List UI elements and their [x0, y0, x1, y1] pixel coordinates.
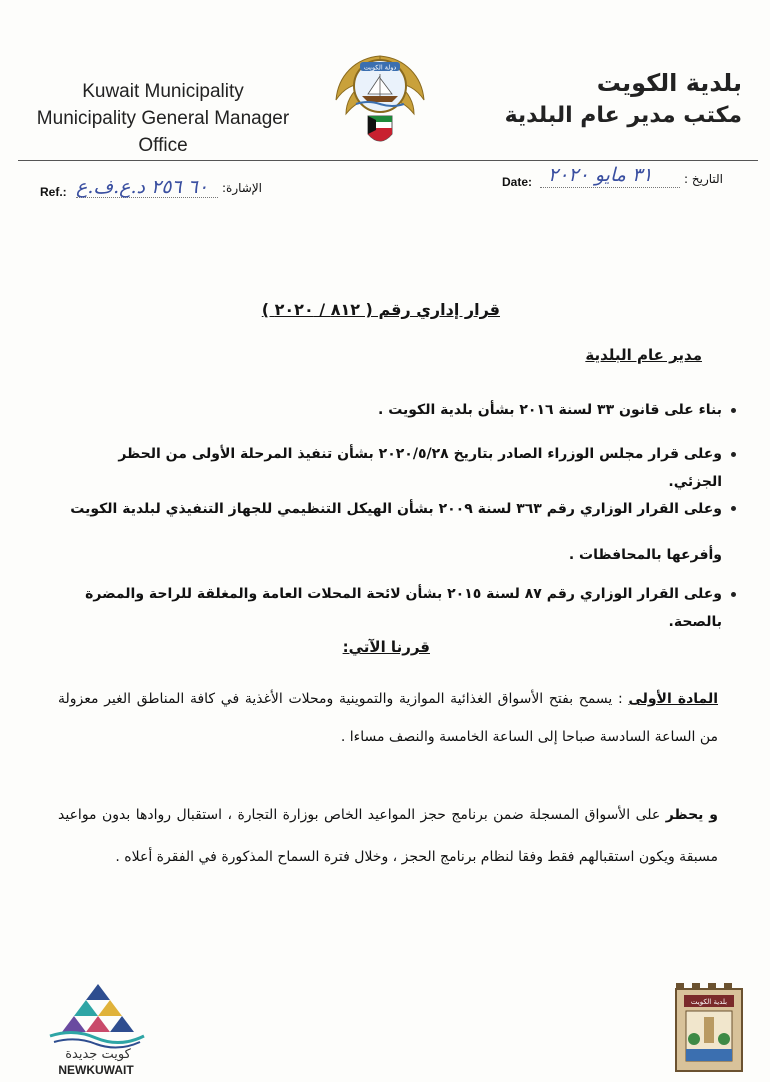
preamble-item [62, 396, 722, 424]
preamble-text: وعلى قرار مجلس الوزراء الصادر بتاريخ ٢٠٢٠/٥/٢٨ بشأن تنفيذ المرحلة الأولى من الحظر الجزئي. [118, 446, 722, 490]
date-label-arabic: التاريخ : [684, 172, 724, 186]
arabic-organization-header [482, 66, 742, 132]
decided-heading: قررنا الآتي: [342, 638, 430, 656]
kuwait-emblem-icon [330, 38, 430, 156]
date-label: Date: [502, 175, 533, 189]
new-kuwait-logo [44, 978, 148, 1078]
org-name-ar: بلدية الكويت [596, 69, 742, 97]
bullet-icon [731, 592, 736, 597]
addressee: مدير عام البلدية [585, 346, 702, 364]
english-organization-header [18, 78, 308, 159]
municipality-stamp-icon [674, 983, 744, 1073]
prohibition-paragraph [58, 794, 718, 878]
bullet-icon [731, 408, 736, 413]
stamp-text: بلدية الكويت [690, 998, 728, 1006]
article-one-label: المادة الأولى [628, 691, 719, 707]
org-name-en: Kuwait Municipality [82, 81, 244, 102]
preamble-item [62, 580, 722, 636]
ref-value: ٦٠ ٢٥٦ د.ع.ف.ع [76, 176, 209, 198]
decision-title: قرار إداري رقم ( ٨١٢ / ٢٠٢٠ ) [261, 300, 500, 319]
office-name-ar: مكتب مدير عام البلدية [504, 103, 742, 128]
bullet-icon [731, 506, 736, 511]
prohibition-label: و يحظر [665, 807, 718, 823]
ref-label-arabic: الإشارة: [222, 181, 263, 195]
prohibition-text: على الأسواق المسجلة ضمن برنامج حجز المواعيد الخاص بوزارة التجارة ، استقبال روادها بدون مواعيد مسبقة ويكون استقبالهم فقط وفقا لنظام برنامج الحجز ، وخلال فترة السماح المذكورة في الفقرة أعلاه . [58, 807, 718, 865]
date-dotted-line [540, 187, 680, 188]
emblem-text: دولة الكويت [363, 63, 397, 72]
new-kuwait-arabic: كويت جديدة [65, 1047, 131, 1062]
preamble-text: وعلى القرار الوزاري رقم ٣٦٣ لسنة ٢٠٠٩ بشأن الهيكل التنظيمي للجهاز التنفيذي لبلدية الكويت وأفرعها بالمحافظات . [70, 501, 722, 563]
article-one [58, 680, 718, 756]
preamble-item [62, 486, 722, 578]
ref-label: Ref.: [40, 185, 67, 199]
new-kuwait-english: NEWKUWAIT [58, 1063, 134, 1077]
preamble-text: بناء على قانون ٣٣ لسنة ٢٠١٦ بشأن بلدية الكويت . [378, 402, 722, 418]
preamble-text: وعلى القرار الوزاري رقم ٨٧ لسنة ٢٠١٥ بشأن لائحة المحلات العامة والمغلقة للراحة والمضرة بالصحة. [85, 586, 722, 630]
bullet-icon [731, 452, 736, 457]
date-value: ٣١ مايو ٢٠٢٠ [548, 164, 653, 186]
header-divider [18, 160, 758, 161]
office-name-en: Municipality General Manager Office [36, 108, 290, 156]
article-one-text: : يسمح بفتح الأسواق الغذائية الموازية والتموينية ومحلات الأغذية في كافة المناطق الغير معزولة من الساعة السادسة صباحا إلى الساعة الخامسة والنصف مساءا . [58, 691, 718, 745]
